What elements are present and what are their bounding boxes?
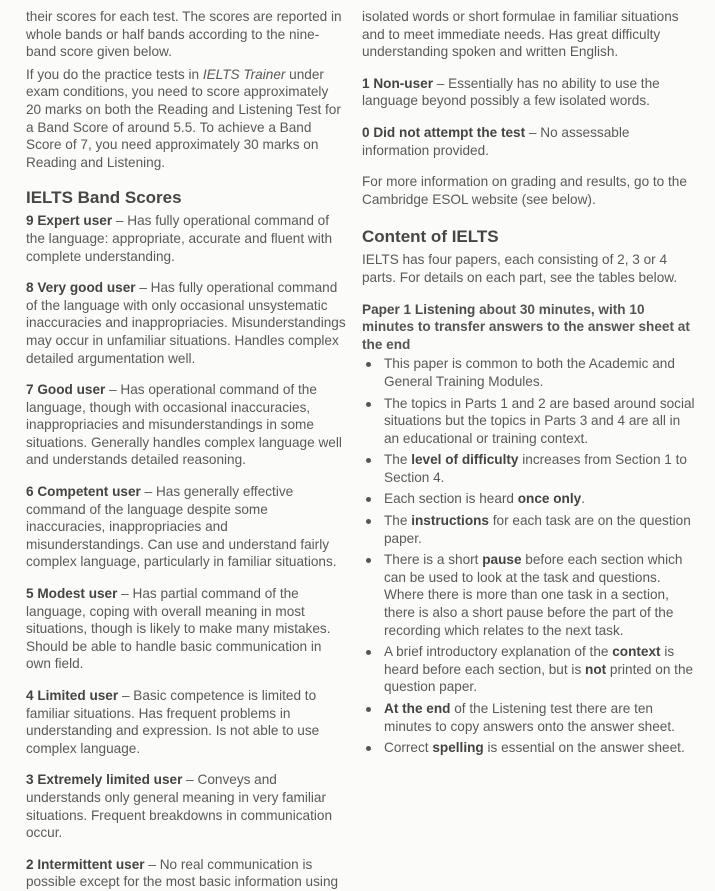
bullet-item: A brief introductory explanation of the context is heard before each section, but is not printed on the question paper.	[362, 643, 697, 696]
bullet-item: The instructions for each task are on the question paper.	[362, 512, 697, 547]
more-info-paragraph: For more information on grading and results, go to the Cambridge ESOL website (see below).	[362, 174, 687, 207]
band-item: 5 Modest user – Has partial command of the language, coping with overall meaning in most situations, though is likely to make many mistakes. Should be able to handle basic communication in own field.	[26, 586, 331, 672]
band-item: 9 Expert user – Has fully operational command of the language: appropriate, accurate and fluent with complete understanding.	[26, 213, 333, 264]
content-intro: IELTS has four papers, each consisting of 2, 3 or 4 parts. For details on each part, see the tables below.	[362, 252, 678, 285]
listening-bullets	[362, 355, 697, 756]
band-item: 1 Non-user – Essentially has no ability to use the language beyond possibly a few isolated words.	[362, 75, 660, 109]
bullet-item: At the end of the Listening test there are ten minutes to copy answers onto the answer sheet.	[362, 700, 697, 735]
book-title: IELTS Trainer	[202, 66, 286, 82]
band-list	[26, 212, 346, 891]
bullet-item: This paper is common to both the Academic and General Training Modules.	[362, 355, 697, 390]
band-item: 3 Extremely limited user – Conveys and understands only general meaning in very familiar situations. Frequent breakdowns in communication occur.	[26, 772, 333, 841]
band-item: 7 Good user – Has operational command of the language, though with occasional inaccuracies, inappropriacies and misunderstandings in some situations. Generally handles complex language well and understands detailed reasoning.	[26, 382, 342, 468]
left-column	[26, 8, 346, 891]
band-item: 8 Very good user – Has fully operational command of the language with only occasional unsystematic inaccuracies and inappropriacies. Misunderstandings may occur in unfamiliar situations. Handles complex detailed argumentation well.	[26, 280, 346, 366]
bullet-item: There is a short pause before each section which can be used to look at the task and questions. Where there is more than one task in a section, there is also a short pause before the part of the recording which relates to the next task.	[362, 551, 697, 639]
bullet-item: The topics in Parts 1 and 2 are based around social situations but the topics in Parts 3 and 4 are all in an educational or training context.	[362, 395, 697, 448]
content-heading: Content of IELTS	[362, 227, 499, 247]
paper-1-heading: Paper 1 Listening about 30 minutes, with 10 minutes to transfer answers to the answer sheet at the end	[362, 301, 690, 352]
practice-paragraph: If you do the practice tests in IELTS Trainer under exam conditions, you need to score approximately 20 marks on both the Reading and Listening Test for a Band Score of around 5.5. To achieve a Band Score of 7, you need approximately 30 marks on Reading and Listening.	[26, 66, 341, 170]
band-item: 4 Limited user – Basic competence is limited to familiar situations. Has frequent problems in understanding and expression. Is not able to use complex language.	[26, 688, 320, 756]
band-item: 2 Intermittent user – No real communication is possible except for the most basic information using	[26, 856, 339, 890]
right-column	[362, 8, 697, 761]
band-item: 0 Did not attempt the test – No assessable information provided.	[362, 124, 630, 158]
band-scores-heading: IELTS Band Scores	[26, 188, 182, 208]
bullet-item: Correct spelling is essential on the answer sheet.	[362, 739, 697, 757]
bullet-item: Each section is heard once only.	[362, 490, 697, 508]
band-2-continued: isolated words or short formulae in familiar situations and to meet immediate needs. Has great difficulty understanding spoken and written English.	[362, 9, 679, 60]
band-item: 6 Competent user – Has generally effective command of the language despite some inaccuracies, inappropriacies and misunderstandings. Can use and understand fairly complex language, particularly in familiar situations.	[26, 484, 337, 570]
bullet-item: The level of difficulty increases from Section 1 to Section 4.	[362, 451, 697, 486]
intro-paragraph: their scores for each test. The scores are reported in whole bands or half bands according to the nine-band score given below.	[26, 9, 342, 60]
